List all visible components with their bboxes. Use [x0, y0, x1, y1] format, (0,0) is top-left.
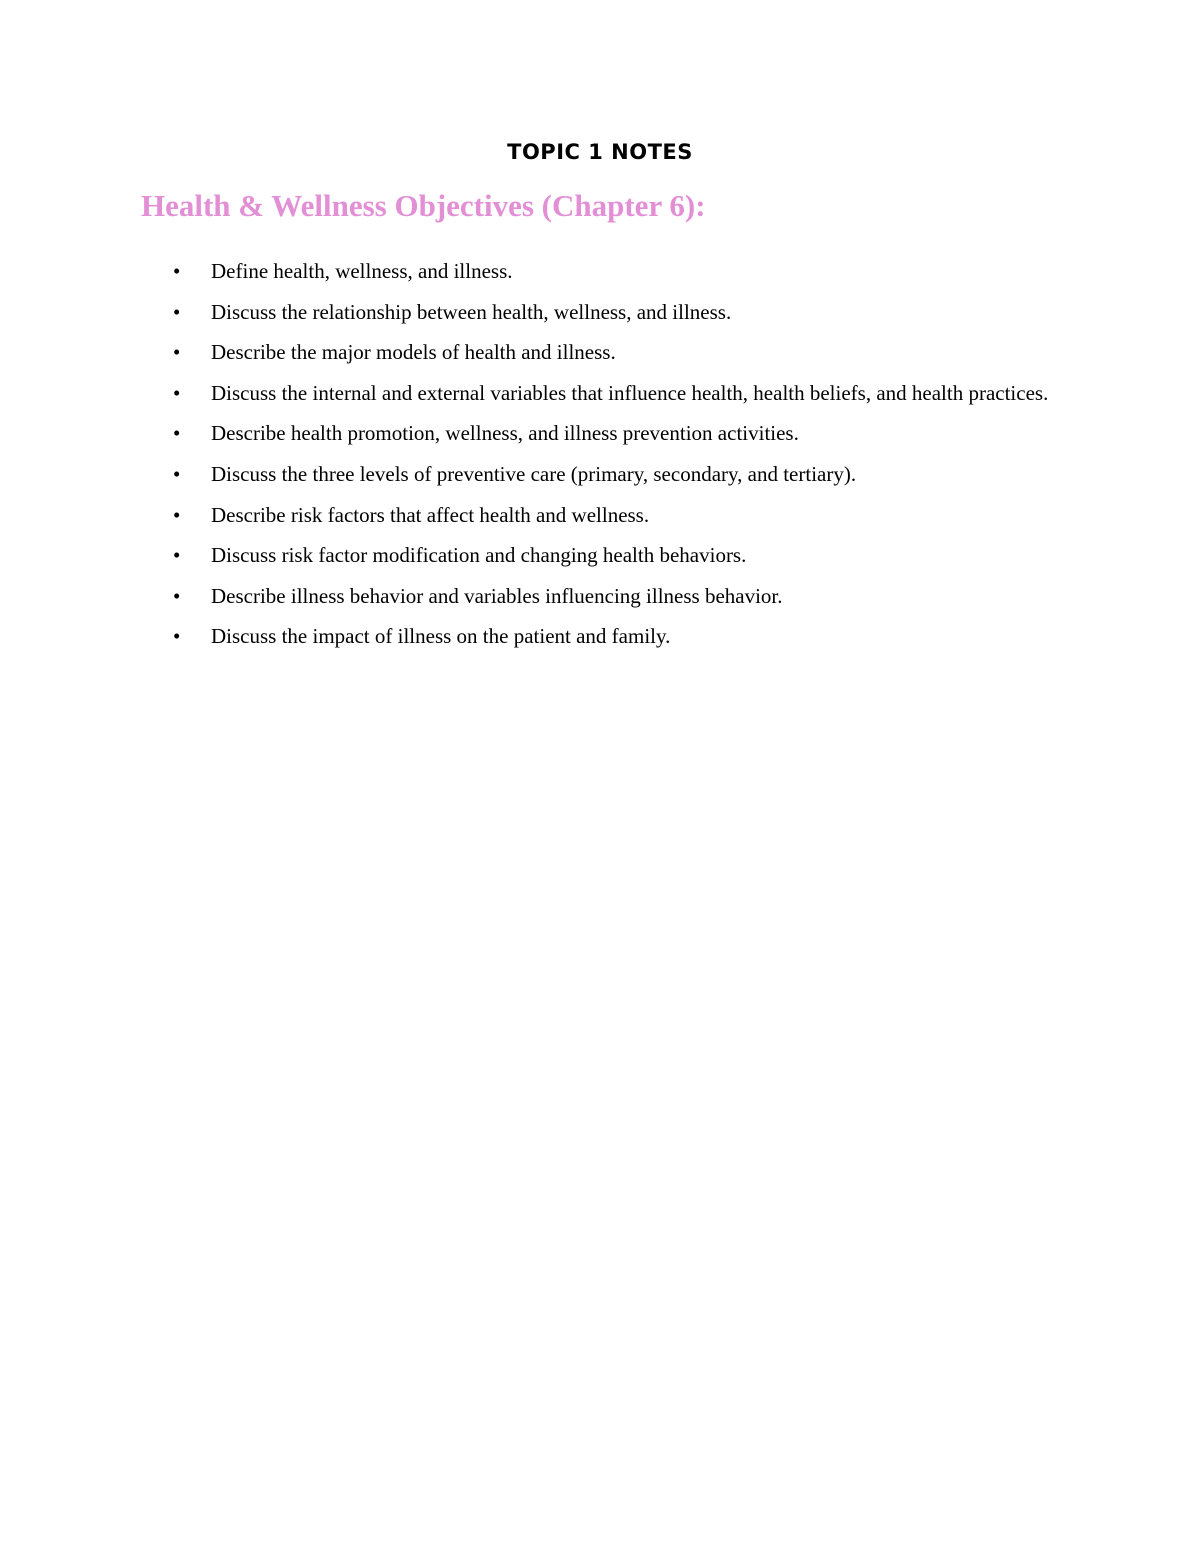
- list-item-text: Define health, wellness, and illness.: [211, 259, 513, 283]
- list-item-text: Discuss the relationship between health, wellness, and illness.: [211, 299, 732, 324]
- list-item: [141, 292, 1071, 333]
- bullet-icon: •: [173, 461, 181, 486]
- list-item: [141, 332, 1071, 373]
- bullet-icon: •: [173, 583, 181, 608]
- bullet-icon: •: [173, 340, 181, 365]
- list-item-text: Discuss risk factor modification and changing health behaviors.: [211, 543, 747, 568]
- list-item-text: Describe risk factors that affect health and wellness.: [211, 502, 650, 527]
- list-item-text: Discuss the impact of illness on the patient and family.: [211, 624, 671, 649]
- list-item-text: Describe the major models of health and illness.: [211, 340, 616, 365]
- bullet-icon: •: [173, 259, 181, 283]
- list-item: [141, 413, 1071, 454]
- list-item-text: Describe health promotion, wellness, and illness prevention activities.: [211, 421, 799, 446]
- bullet-icon: •: [173, 543, 181, 568]
- list-item: [141, 576, 1071, 617]
- page-title: TOPIC 1 NOTES: [507, 140, 693, 164]
- list-item-text: Describe illness behavior and variables influencing illness behavior.: [211, 583, 783, 608]
- list-item: [141, 535, 1071, 576]
- bullet-icon: •: [173, 380, 181, 405]
- objectives-list: [141, 251, 1071, 657]
- list-item: [141, 454, 1071, 495]
- list-item: [141, 373, 1071, 414]
- list-item: [141, 251, 1071, 292]
- list-item: [141, 616, 1071, 657]
- bullet-icon: •: [173, 624, 181, 649]
- section-heading: Health & Wellness Objectives (Chapter 6):: [141, 188, 706, 223]
- bullet-icon: •: [173, 502, 181, 527]
- bullet-icon: •: [173, 421, 181, 446]
- list-item-text: Discuss the three levels of preventive care (primary, secondary, and tertiary).: [211, 461, 857, 486]
- list-item-text: Discuss the internal and external variables that influence health, health beliefs, and health practices.: [211, 380, 1049, 405]
- bullet-icon: •: [173, 299, 181, 324]
- list-item: [141, 495, 1071, 536]
